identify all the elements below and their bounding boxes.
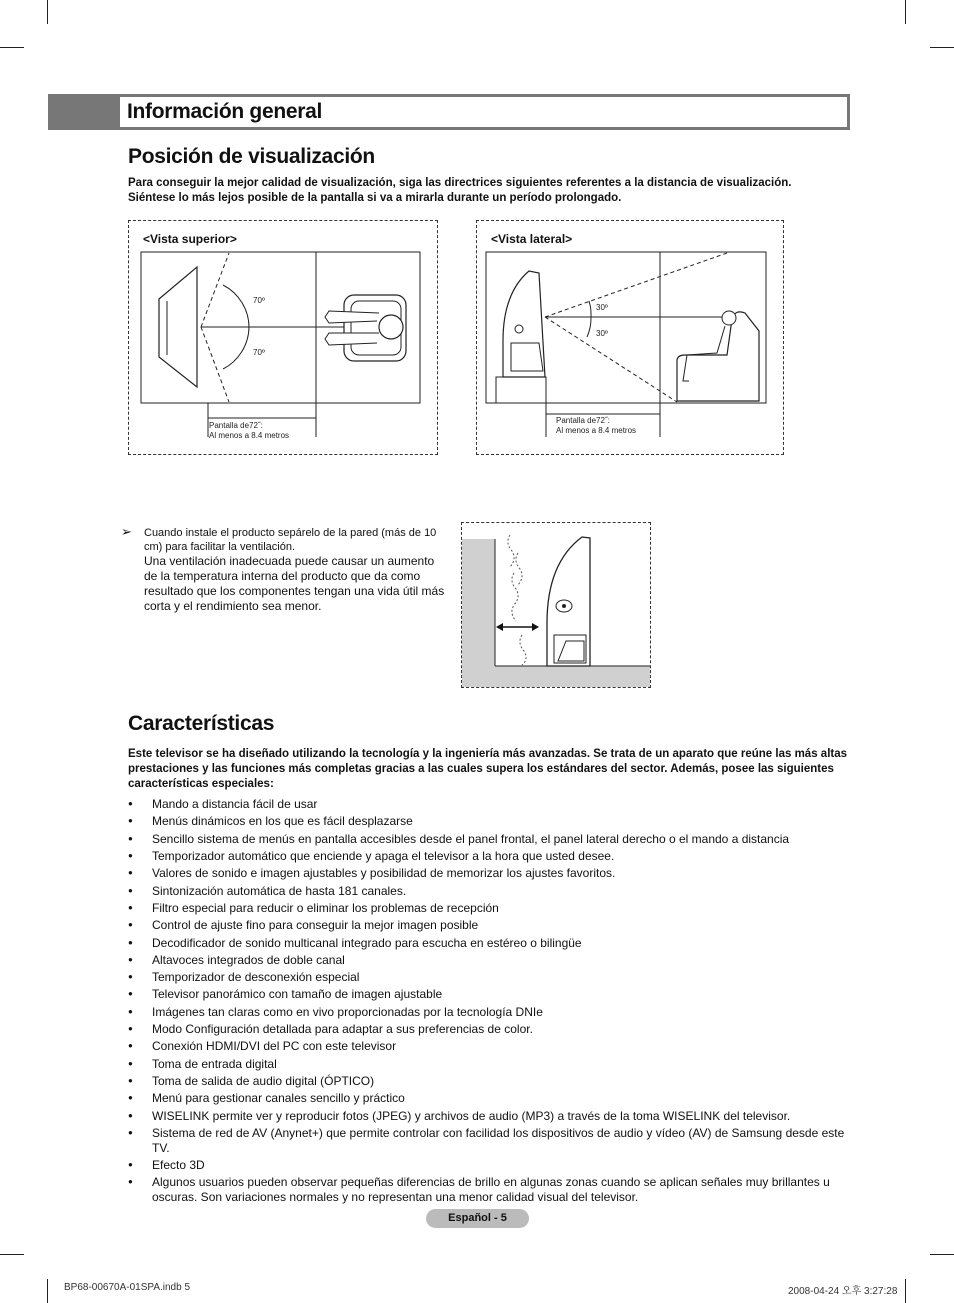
feature-item: ● Conexión HDMI/DVI del PC con este televisor xyxy=(128,1039,850,1054)
features-list xyxy=(128,797,850,1207)
feature-item: ● WISELINK permite ver y reproducir fotos (JPEG) y archivos de audio (MP3) a través de la toma WISELINK del televisor. xyxy=(128,1109,850,1124)
caption-line: Al menos a 8.4 metros xyxy=(556,426,637,435)
features-intro: Este televisor se ha diseñado utilizando la tecnología y la ingeniería más avanzadas. Se trata de un aparato que reúne las más altas prestaciones y las funciones más completas gracias a las cuales supera los estándares del sector. Además, posee las siguientes características especiales: xyxy=(128,748,848,790)
ventilation-note xyxy=(144,526,448,614)
feature-item: ● Imágenes tan claras como en vivo proporcionadas por la tecnología DNIe xyxy=(128,1005,850,1020)
wall-clearance-illustration xyxy=(462,523,650,687)
side-view-label: <Vista lateral> xyxy=(491,232,573,246)
crop-mark xyxy=(47,0,48,24)
feature-item: ● Sistema de red de AV (Anynet+) que permite controlar con facilidad los dispositivos de audio y vídeo (AV) de Samsung desde este TV. xyxy=(128,1126,850,1155)
side-view-diagram xyxy=(476,220,784,455)
crop-mark xyxy=(47,1279,48,1303)
feature-item: ● Mando a distancia fácil de usar xyxy=(128,797,850,812)
page-title: Información general xyxy=(127,100,323,123)
top-angle-label: 70º xyxy=(253,296,265,305)
caption-line: Pantalla de72˝: xyxy=(556,416,610,425)
crop-mark xyxy=(0,47,24,48)
feature-item: ● Sencillo sistema de menús en pantalla accesibles desde el panel frontal, el panel lateral derecho o el mando a distancia xyxy=(128,832,850,847)
feature-item: ● Modo Configuración detallada para adaptar a sus preferencias de color. xyxy=(128,1022,850,1037)
crop-mark xyxy=(930,47,954,48)
ventilation-note-line: Cuando instale el producto sepárelo de la pared (más de 10 cm) para facilitar la ventilación. xyxy=(144,527,437,553)
features-heading: Características xyxy=(128,712,275,735)
feature-item: ● Control de ajuste fino para conseguir la mejor imagen posible xyxy=(128,918,850,933)
distance-caption xyxy=(209,421,289,441)
crop-mark xyxy=(905,0,906,24)
feature-item: ● Sintonización automática de hasta 181 canales. xyxy=(128,884,850,899)
print-date-info: 2008-04-24 오후 3:27:28 xyxy=(788,1286,898,1297)
lower-angle-label: 30º xyxy=(596,329,608,338)
feature-item: ● Algunos usuarios pueden observar pequeñas diferencias de brillo en algunas zonas cuando se aplican señales muy brillantes u oscuras. Son variaciones normales y no representan una menor calidad visual del televisor. xyxy=(128,1175,850,1204)
print-file-info: BP68-00670A-01SPA.indb 5 xyxy=(64,1282,191,1293)
feature-item: ● Valores de sonido e imagen ajustables y posibilidad de memorizar los ajustes favoritos. xyxy=(128,866,850,881)
caption-line: Pantalla de72˝: xyxy=(209,421,263,430)
feature-item: ● Toma de entrada digital xyxy=(128,1057,850,1072)
caption-line: Al menos a 8.4 metros xyxy=(209,431,290,440)
distance-caption xyxy=(556,416,636,436)
top-view-illustration xyxy=(129,221,437,454)
feature-item: ● Altavoces integrados de doble canal xyxy=(128,953,850,968)
feature-item: ● Filtro especial para reducir o eliminar los problemas de recepción xyxy=(128,901,850,916)
page-number-badge: Español - 5 xyxy=(426,1209,529,1228)
viewing-intro-line: Siéntese lo más lejos posible de la pantalla si va a mirarla durante un período prolongado. xyxy=(128,192,622,204)
crop-mark xyxy=(905,1279,906,1303)
note-arrow-icon: ➢ xyxy=(121,524,132,539)
feature-item: ● Decodificador de sonido multicanal integrado para escucha en estéreo o bilingüe xyxy=(128,936,850,951)
ventilation-note-line: Una ventilación inadecuada puede causar un aumento de la temperatura interna del producto que da como resultado que los componentes tengan una vida útil más corta y el rendimiento sea menor. xyxy=(144,554,445,613)
crop-mark xyxy=(930,1254,954,1255)
viewing-heading: Posición de visualización xyxy=(128,145,375,168)
viewing-intro-line: Para conseguir la mejor calidad de visualización, siga las directrices siguientes referentes a la distancia de visualización. xyxy=(128,177,792,189)
feature-item: ● Menús dinámicos en los que es fácil desplazarse xyxy=(128,814,850,829)
bottom-angle-label: 70º xyxy=(253,348,265,357)
feature-item: ● Menú para gestionar canales sencillo y práctico xyxy=(128,1091,850,1106)
crop-mark xyxy=(0,1254,24,1255)
feature-item: ● Efecto 3D xyxy=(128,1158,850,1173)
top-view-diagram xyxy=(128,220,438,455)
section-header xyxy=(48,94,850,130)
upper-angle-label: 30º xyxy=(596,303,608,312)
top-view-label: <Vista superior> xyxy=(143,232,237,246)
feature-item: ● Temporizador de desconexión especial xyxy=(128,970,850,985)
feature-item: ● Televisor panorámico con tamaño de imagen ajustable xyxy=(128,987,850,1002)
wall-clearance-diagram xyxy=(461,522,651,688)
feature-item: ● Temporizador automático que enciende y apaga el televisor a la hora que usted desee. xyxy=(128,849,850,864)
viewing-intro xyxy=(128,176,850,206)
feature-item: ● Toma de salida de audio digital (ÓPTICO) xyxy=(128,1074,850,1089)
